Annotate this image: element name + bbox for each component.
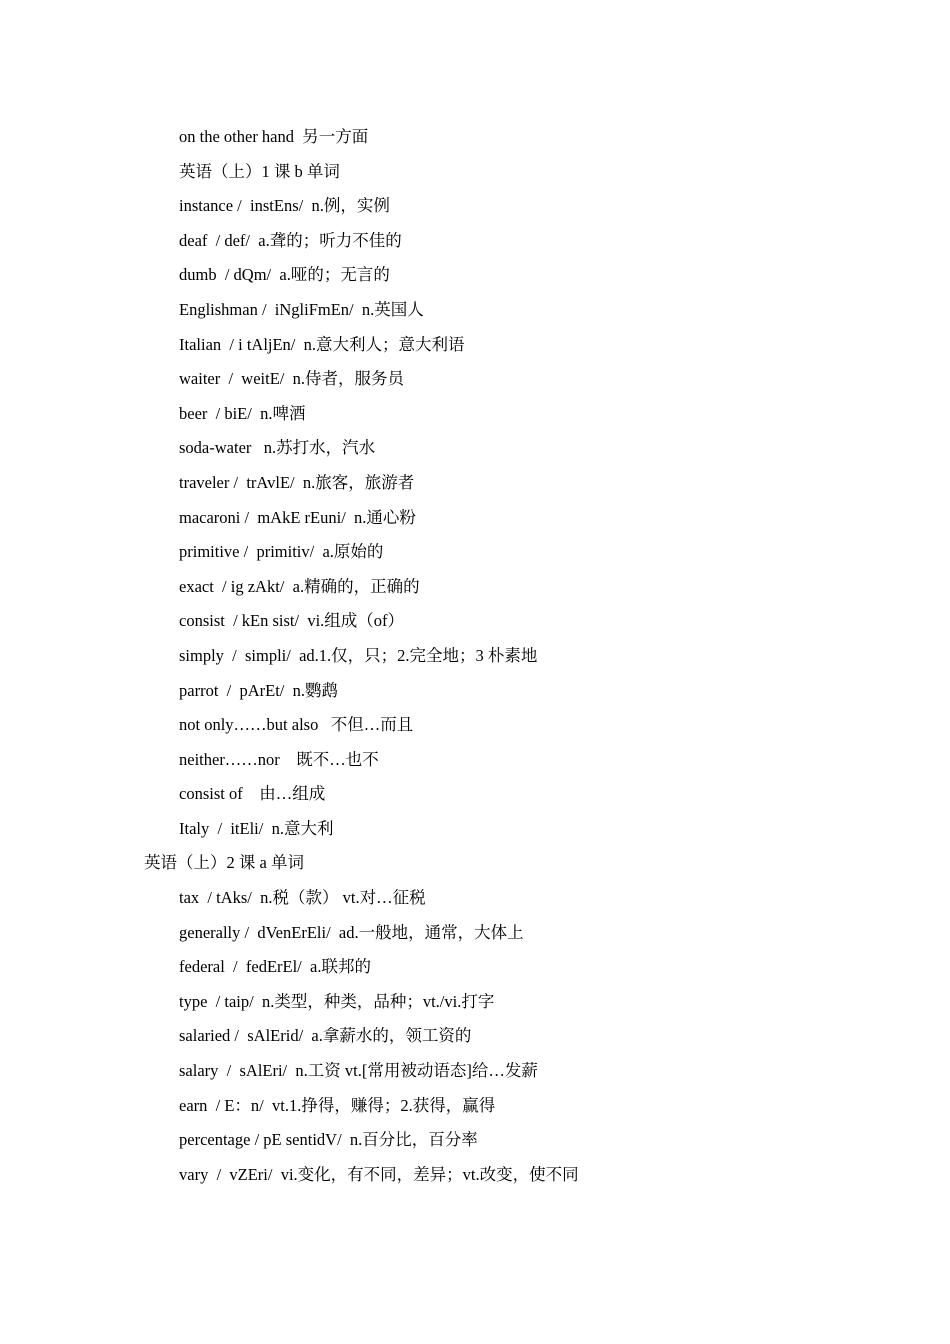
vocab-line: earn / E：n/ vt.1.挣得，赚得；2.获得，赢得 — [179, 1095, 496, 1115]
vocab-line: primitive / primitiv/ a.原始的 — [179, 542, 384, 562]
vocab-line: Italian / i tAljEn/ n.意大利人；意大利语 — [179, 334, 465, 354]
vocab-line: on the other hand 另一方面 — [179, 127, 369, 146]
vocab-line: soda-water n.苏打水，汽水 — [179, 438, 376, 458]
lesson-heading: 英语（上）2 课 a 单词 — [144, 853, 304, 873]
vocab-line: instance / instEns/ n.例，实例 — [179, 196, 390, 216]
vocab-line: traveler / trAvlE/ n.旅客，旅游者 — [179, 472, 415, 492]
vocab-line: consist of 由…组成 — [179, 784, 326, 804]
vocab-line: Englishman / iNgliFmEn/ n.英国人 — [179, 299, 424, 319]
vocab-line: neither……nor 既不…也不 — [179, 749, 379, 769]
vocab-line: Italy / itEli/ n.意大利 — [179, 818, 334, 838]
vocab-line: salary / sAlEri/ n.工资 vt.[常用被动语态]给…发薪 — [179, 1061, 538, 1081]
vocab-line: federal / fedErEl/ a.联邦的 — [179, 957, 371, 977]
vocab-line: simply / simpli/ ad.1.仅，只；2.完全地；3 朴素地 — [179, 645, 538, 665]
vocab-line: not only……but also 不但…而且 — [179, 715, 414, 735]
vocab-line: consist / kEn sist/ vi.组成（of） — [179, 611, 405, 631]
vocab-line: dumb / dQm/ a.哑的；无言的 — [179, 265, 390, 285]
vocab-line: exact / ig zAkt/ a.精确的，正确的 — [179, 576, 420, 596]
vocab-line: vary / vZEri/ vi.变化，有不同，差异；vt.改变，使不同 — [179, 1164, 579, 1184]
vocabulary-list — [0, 120, 950, 1192]
lesson-heading: 英语（上）1 课 b 单词 — [179, 161, 340, 181]
vocab-line: macaroni / mAkE rEuni/ n.通心粉 — [179, 507, 416, 527]
vocab-line: salaried / sAlErid/ a.拿薪水的，领工资的 — [179, 1026, 472, 1046]
vocab-line: parrot / pArEt/ n.鹦鹉 — [179, 680, 339, 700]
vocab-line: tax / tAks/ n.税（款） vt.对…征税 — [179, 888, 426, 908]
vocab-line: beer / biE/ n.啤酒 — [179, 403, 306, 423]
vocab-line: percentage / pE sentidV/ n.百分比，百分率 — [179, 1130, 478, 1150]
vocab-line: deaf / def/ a.聋的；听力不佳的 — [179, 230, 402, 250]
vocab-line: type / taip/ n.类型，种类，品种；vt./vi.打字 — [179, 991, 495, 1011]
vocab-line: waiter / weitE/ n.侍者，服务员 — [179, 369, 405, 389]
vocab-line: generally / dVenErEli/ ad.一般地，通常，大体上 — [179, 922, 524, 942]
